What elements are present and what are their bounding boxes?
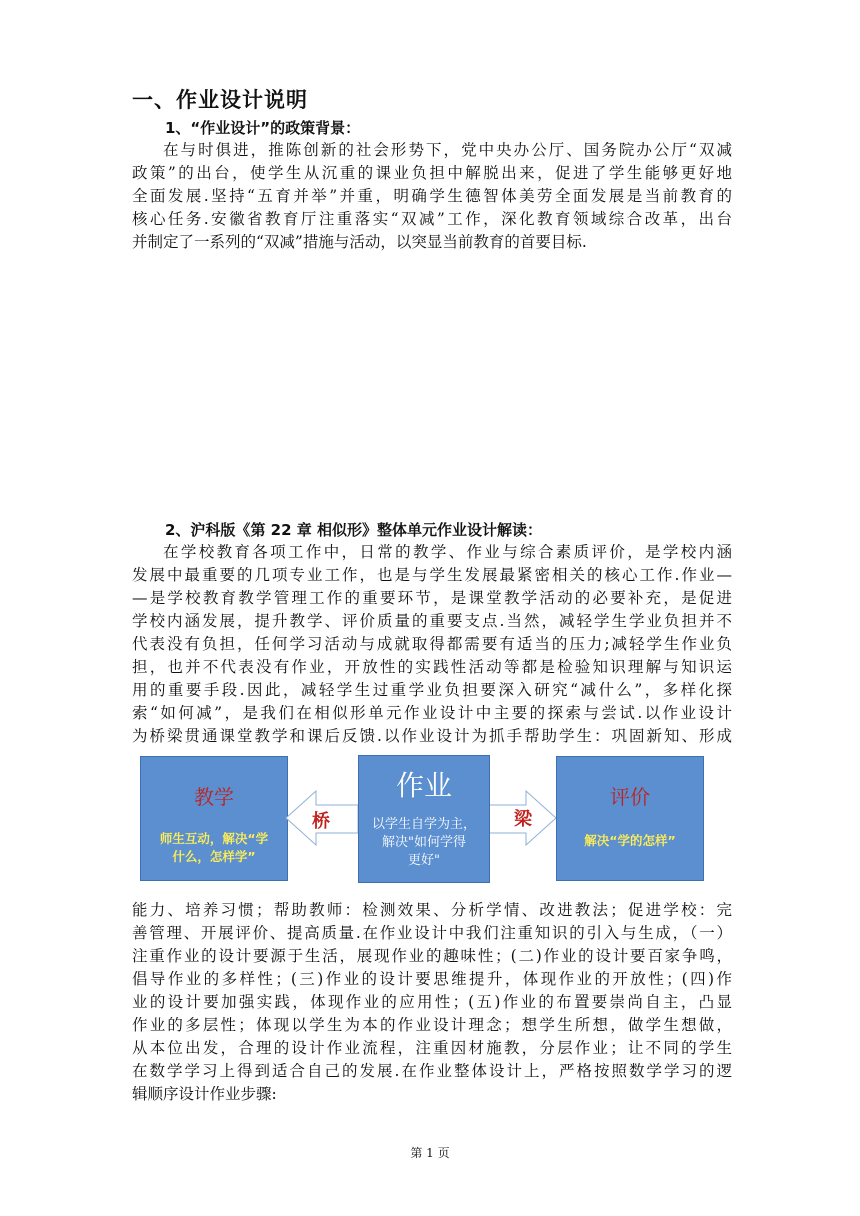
paragraph-line: 在学校教育各项工作中，日常的教学、作业与综合素质评价，是学校内涵 [163,543,732,561]
evaluation-box [556,756,704,881]
paragraph-line: 能力、培养习惯；帮助教师：检测效果、分析学情、改进教法；促进学校：完 [132,901,732,919]
paragraph-line: 在数学学习上得到适合自己的发展.在作业整体设计上，严格按照数学学习的逻 [132,1062,732,1080]
section2-paragraph [132,541,732,748]
teaching-homework-evaluation-diagram [140,755,706,883]
paragraph-line: —是学校教育教学管理工作的重要环节，是课堂教学活动的必要补充，是促进 [132,589,732,607]
paragraph-line: 索“如何减”，是我们在相似形单元作业设计中主要的探索与尝试.以作业设计 [132,704,732,722]
paragraph-line: 为桥梁贯通课堂教学和课后反馈.以作业设计为抓手帮助学生：巩固新知、形成 [132,727,732,745]
paragraph-line: 作业的多层性；体现以学生为本的作业设计理念；想学生所想，做学生想做， [132,1016,732,1034]
paragraph-line: 担，也并不代表没有作业，开放性的实践性活动等都是检验知识理解与知识运 [132,658,732,676]
page-heading: 一、作业设计说明 [132,88,308,112]
paragraph-line: 辑顺序设计作业步骤: [132,1085,277,1103]
homework-box [358,755,490,883]
paragraph-line: 并制定了一系列的“双减”措施与活动，以突显当前教育的首要目标. [132,233,587,251]
paragraph-line: 倡导作业的多样性；(三)作业的设计要思维提升，体现作业的开放性；(四)作 [132,970,732,988]
homework-subtitle-line: 更好" [408,853,440,868]
paragraph-line: 用的重要手段.因此，减轻学生过重学业负担要深入研究“减什么”，多样化探 [132,681,732,699]
paragraph-line: 注重作业的设计要源于生活，展现作业的趣味性；(二)作业的设计要百家争鸣， [132,947,732,965]
teaching-title: 教学 [194,785,234,809]
paragraph-line: 核心任务.安徽省教育厅注重落实“双减”工作，深化教育领域综合改革，出台 [132,210,732,228]
homework-subtitle-line: 解决"如何学得 [382,835,466,850]
paragraph-line: 代表没有负担，任何学习活动与成就取得都需要有适当的压力;减轻学生作业负 [132,635,732,653]
section1-paragraph [132,139,732,254]
paragraph-line: 全面发展.坚持“五育并举”并重，明确学生德智体美劳全面发展是当前教育的 [132,187,732,205]
paragraph-line: 业的设计要加强实践，体现作业的应用性；(五)作业的布置要崇尚自主，凸显 [132,993,732,1011]
bridge-label-left: 桥 [312,811,330,832]
evaluation-title: 评价 [610,785,650,809]
homework-subtitle-line: 以学生自学为主， [371,817,476,832]
evaluation-subtitle: 解决“学的怎样” [584,833,676,848]
paragraph-line: 政策”的出台，使学生从沉重的课业负担中解脱出来，促进了学生能够更好地 [132,164,732,182]
paragraph-line: 发展中最重要的几项专业工作，也是与学生发展最紧密相关的核心工作.作业— [132,566,732,584]
teaching-subtitle-line: 师生互动，解决“学 [159,831,269,846]
section1-title: 1、“作业设计”的政策背景： [165,119,361,137]
paragraph-line: 从本位出发，合理的设计作业流程，注重因材施教，分层作业；让不同的学生 [132,1039,732,1057]
paragraph-line: 在与时俱进，推陈创新的社会形势下，党中央办公厅、国务院办公厅“双减 [163,141,732,159]
teaching-subtitle-line: 什么，怎样学” [172,849,256,864]
page-number: 第 1 页 [410,1146,450,1160]
homework-subtitle [359,816,489,870]
section2-title: 2、沪科版《第 22 章 相似形》整体单元作业设计解读： [165,521,542,539]
paragraph-line: 学校内涵发展，提升教学、评价质量的重要支点.当然，减轻学生学业负担并不 [132,612,732,630]
paragraph-line: 善管理、开展评价、提高质量.在作业设计中我们注重知识的引入与生成，（一） [132,924,732,942]
bridge-label-right: 梁 [514,809,532,830]
homework-title: 作业 [395,769,452,802]
section2-paragraph-continued [132,899,732,1106]
